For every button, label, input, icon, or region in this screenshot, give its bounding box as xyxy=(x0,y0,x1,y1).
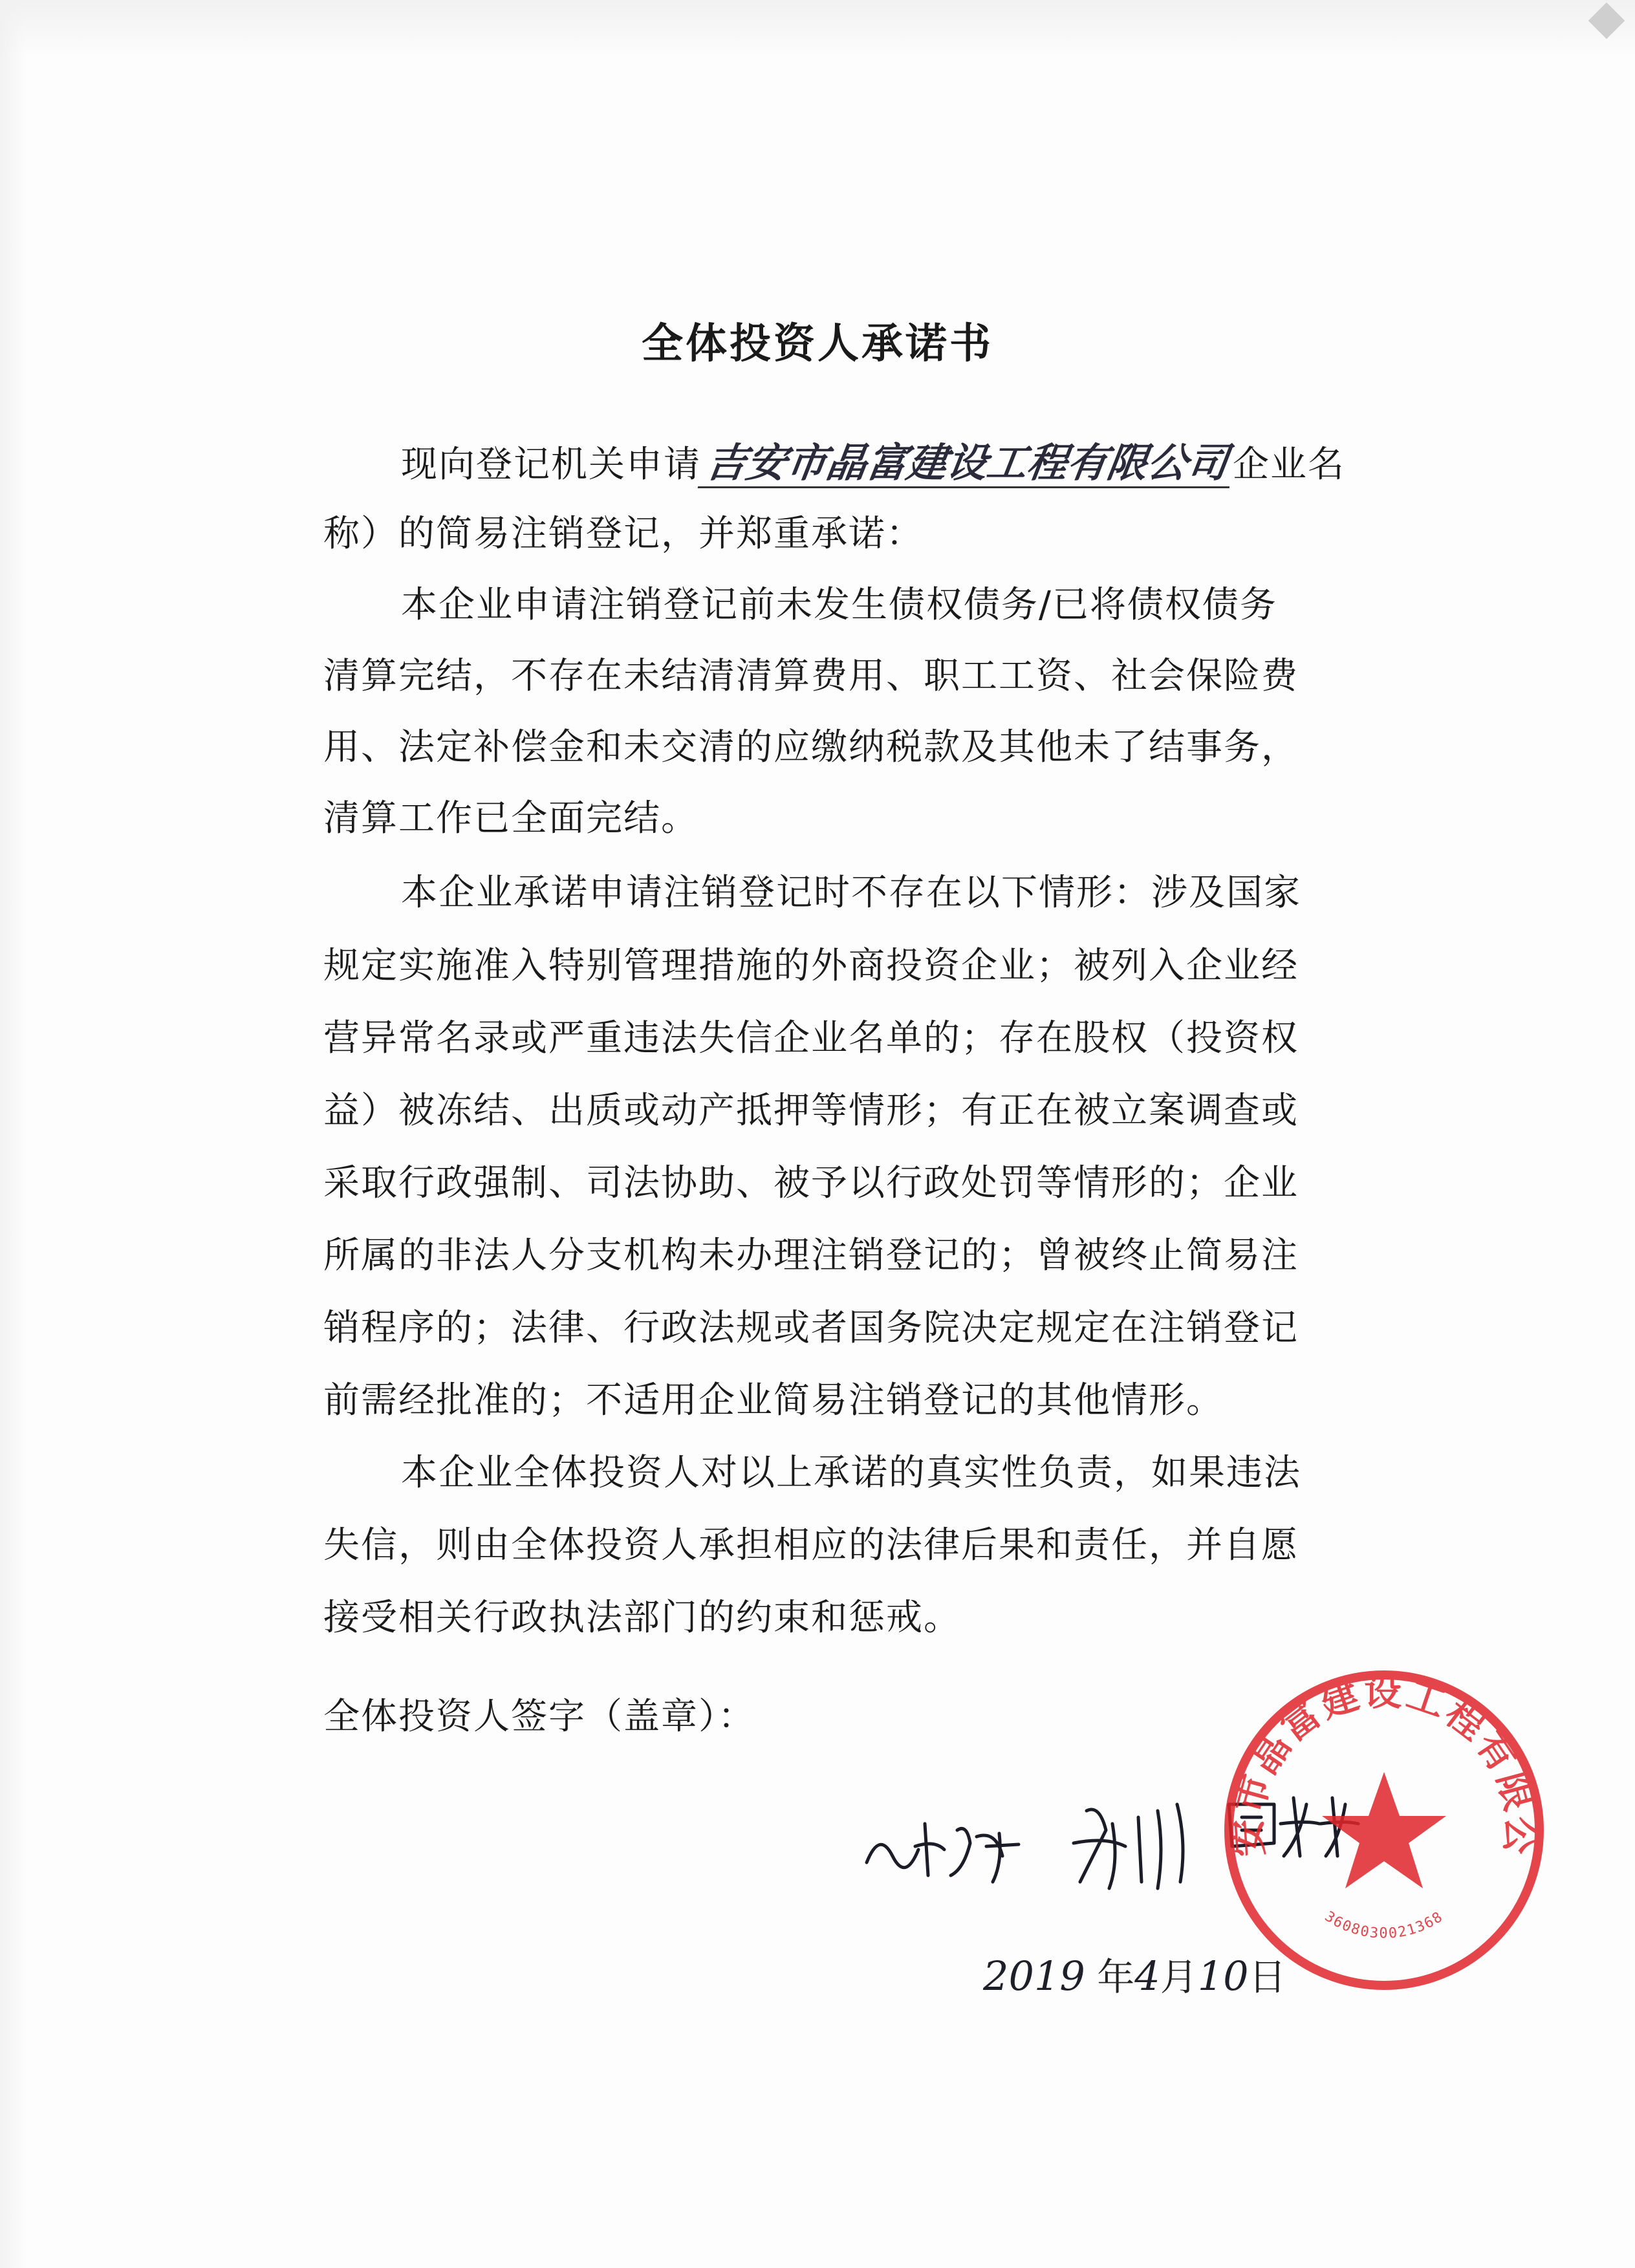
date-month-char: 月 xyxy=(1160,1955,1198,1999)
paragraph-3-line-5: 采取行政强制、司法协助、被予以行政处罚等情形的；企业 xyxy=(323,1162,1299,1204)
paragraph-1-line-1 xyxy=(401,440,1345,488)
seal-star-icon xyxy=(1322,1772,1446,1888)
line1-suffix: 企业名 xyxy=(1233,444,1346,486)
paragraph-2-line-1: 本企业申请注销登记前未发生债权债务/已将债权债务 xyxy=(401,584,1277,626)
company-seal xyxy=(1216,1662,1552,1998)
date-day-handwritten: 10 xyxy=(1197,1952,1249,2000)
paragraph-3-line-3: 营异常名录或严重违法失信企业名单的；存在股权（投资权 xyxy=(323,1017,1299,1059)
scan-shadow-top xyxy=(0,0,1635,58)
paragraph-2-line-2: 清算完结，不存在未结清清算费用、职工工资、社会保险费 xyxy=(323,655,1299,697)
seal-code-text: 3608030021368 xyxy=(1321,1908,1447,1942)
paragraph-3-line-1: 本企业承诺申请注销登记时不存在以下情形：涉及国家 xyxy=(401,872,1301,914)
paragraph-3-line-8: 前需经批准的；不适用企业简易注销登记的其他情形。 xyxy=(323,1379,1224,1421)
paragraph-3-line-4: 益）被冻结、出质或动产抵押等情形；有正在被立案调查或 xyxy=(323,1090,1299,1132)
seal-graphic xyxy=(1216,1662,1552,1998)
paragraph-4-line-3: 接受相关行政执法部门的约束和惩戒。 xyxy=(323,1597,961,1639)
signature-2-stroke xyxy=(1074,1804,1183,1888)
date-year-char: 年 xyxy=(1097,1955,1135,1999)
document-title: 全体投资人承诺书 xyxy=(642,320,993,368)
line1-prefix: 现向登记机关申请 xyxy=(401,444,701,486)
paragraph-3-line-7: 销程序的；法律、行政法规或者国务院决定规定在注销登记 xyxy=(323,1307,1299,1349)
paragraph-1-line-2: 称）的简易注销登记，并郑重承诺： xyxy=(323,513,924,555)
date-day-char: 日 xyxy=(1248,1955,1286,1999)
paragraph-4-line-2: 失信，则由全体投资人承担相应的法律后果和责任，并自愿 xyxy=(323,1524,1299,1566)
date-month-handwritten: 4 xyxy=(1134,1952,1160,2000)
paragraph-3-line-6: 所属的非法人分支机构未办理注销登记的；曾被终止简易注 xyxy=(323,1235,1299,1277)
seal-company-text: 安市晶富建设工程有限公 xyxy=(1225,1670,1543,1858)
paragraph-2-line-4: 清算工作已全面完结。 xyxy=(323,797,698,839)
paragraph-4-line-1: 本企业全体投资人对以上承诺的真实性负责，如果违法 xyxy=(401,1452,1301,1494)
date-year-handwritten: 2019 xyxy=(983,1952,1085,2000)
paragraph-2-line-3: 用、法定补偿金和未交清的应缴纳税款及其他未了结事务， xyxy=(323,726,1299,768)
handwritten-company-name: 吉安市晶富建设工程有限公司 xyxy=(698,440,1237,488)
signature-label: 全体投资人签字（盖章）： xyxy=(323,1696,755,1738)
signature-1-stroke xyxy=(867,1824,1019,1882)
paragraph-3-line-2: 规定实施准入特别管理措施的外商投资企业；被列入企业经 xyxy=(323,945,1299,987)
